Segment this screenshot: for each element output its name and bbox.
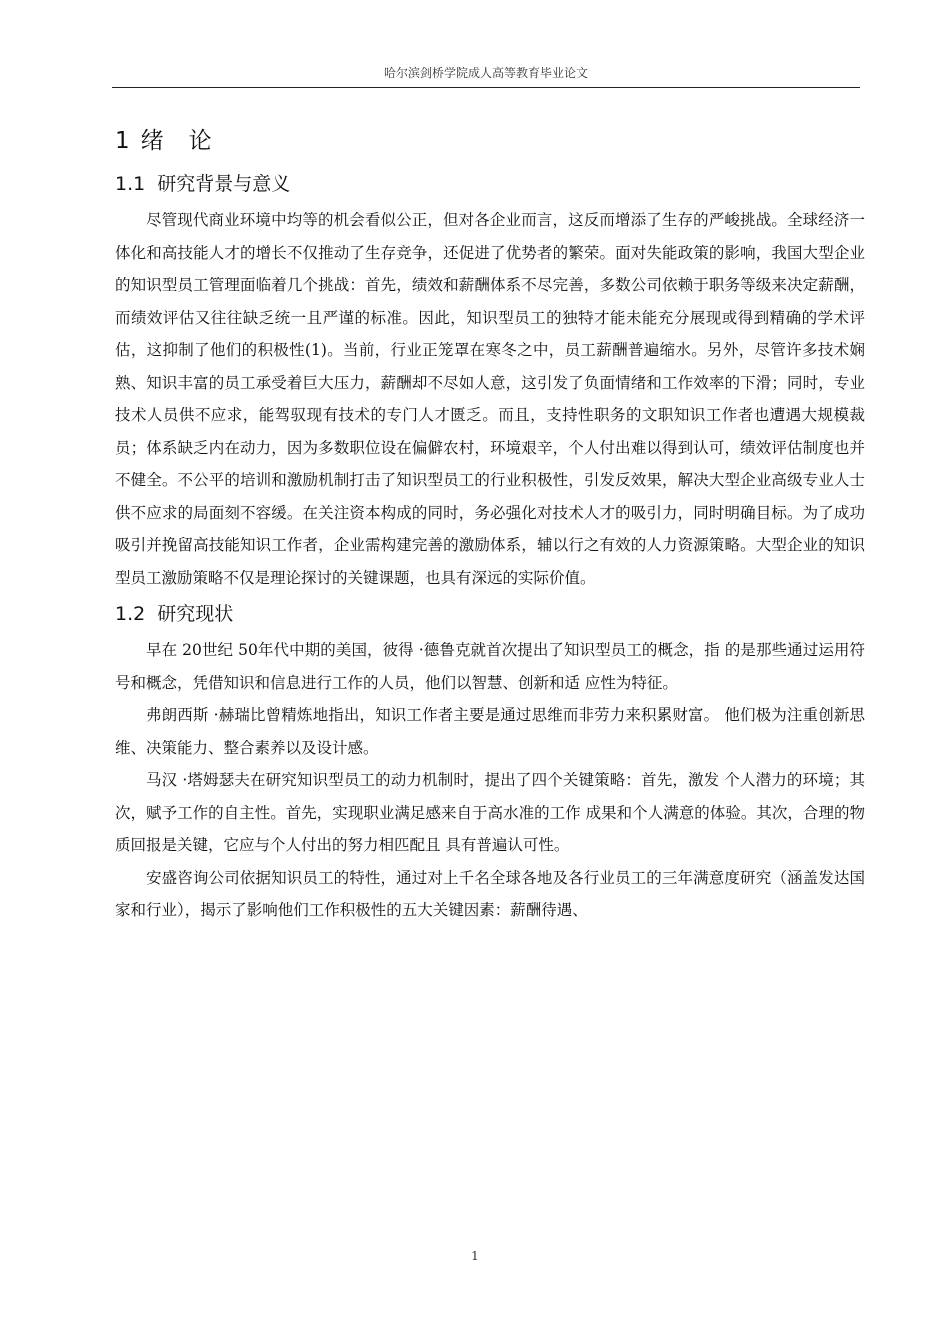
body-paragraph: 弗朗西斯 ·赫瑞比曾精炼地指出，知识工作者主要是通过思维而非劳力来积累财富。 他们极为注重创新思维、决策能力、整合素养以及设计感。 — [115, 706, 865, 757]
running-header: 哈尔滨剑桥学院成人高等教育毕业论文 — [383, 66, 588, 80]
body-paragraph: 马汉 ·塔姆瑟夫在研究知识型员工的动力机制时，提出了四个关键策略：首先，激发 个人潜力的环境；其次，赋予工作的自主性。首先，实现职业满足感来自于高水准的工作 成果和个人满意的体验。其次，合理的物质回报是关键，它应与个人付出的努力相匹配且 具有普遍认可性。 — [115, 771, 865, 854]
header-divider — [112, 87, 860, 88]
page-number: 1 — [471, 1249, 479, 1263]
section-title: 研究现状 — [157, 603, 234, 625]
document-body — [115, 118, 865, 927]
chapter-heading — [115, 118, 865, 164]
section-number: 1.1 — [115, 173, 146, 195]
body-paragraph: 安盛咨询公司依据知识员工的特性，通过对上千名全球各地及各行业员工的三年满意度研究（涵盖发达国家和行业），揭示了影响他们工作积极性的五大关键因素：薪酬待遇、 — [115, 868, 865, 919]
chapter-number: 1 — [115, 128, 131, 154]
body-paragraph: 早在 20世纪 50年代中期的美国，彼得 ·德鲁克就首次提出了知识型员工的概念，指 的是那些通过运用符号和概念，凭借知识和信息进行工作的人员，他们以智慧、创新和适 应性为特征。 — [115, 641, 865, 692]
section-heading-1-1 — [115, 164, 865, 204]
section-heading-1-2 — [115, 594, 865, 634]
chapter-title: 绪 论 — [140, 128, 213, 154]
section-title: 研究背景与意义 — [157, 173, 291, 195]
body-paragraph: 尽管现代商业环境中均等的机会看似公正，但对各企业而言，这反而增添了生存的严峻挑战。全球经济一体化和高技能人才的增长不仅推动了生存竞争，还促进了优势者的繁荣。面对失能政策的影响，我国大型企业的知识型员工管理面临着几个挑战：首先，绩效和薪酬体系不尽完善，多数公司依赖于职务等级来决定薪酬，而绩效评估又往往缺乏统一且严谨的标准。因此，知识型员工的独特才能未能充分展现或得到精确的学术评估，这抑制了他们的积极性(1)。当前，行业正笼罩在寒冬之中，员工薪酬普遍缩水。另外，尽管许多技术娴熟、知识丰富的员工承受着巨大压力，薪酬却不尽如人意，这引发了负面情绪和工作效率的下滑；同时，专业技术人员供不应求，能驾驭现有技术的专门人才匮乏。而且，支持性职务的文职知识工作者也遭遇大规模裁员；体系缺乏内在动力，因为多数职位设在偏僻农村，环境艰辛，个人付出难以得到认可，绩效评估制度也并不健全。不公平的培训和激励机制打击了知识型员工的行业积极性，引发反效果，解决大型企业高级专业人士供不应求的局面刻不容缓。在关注资本构成的同时，务必强化对技术人才的吸引力，同时明确目标。为了成功吸引并挽留高技能知识工作者，企业需构建完善的激励体系，辅以行之有效的人力资源策略。大型企业的知识型员工激励策略不仅是理论探讨的关键课题，也具有深远的实际价值。 — [115, 211, 865, 587]
section-number: 1.2 — [115, 603, 146, 625]
